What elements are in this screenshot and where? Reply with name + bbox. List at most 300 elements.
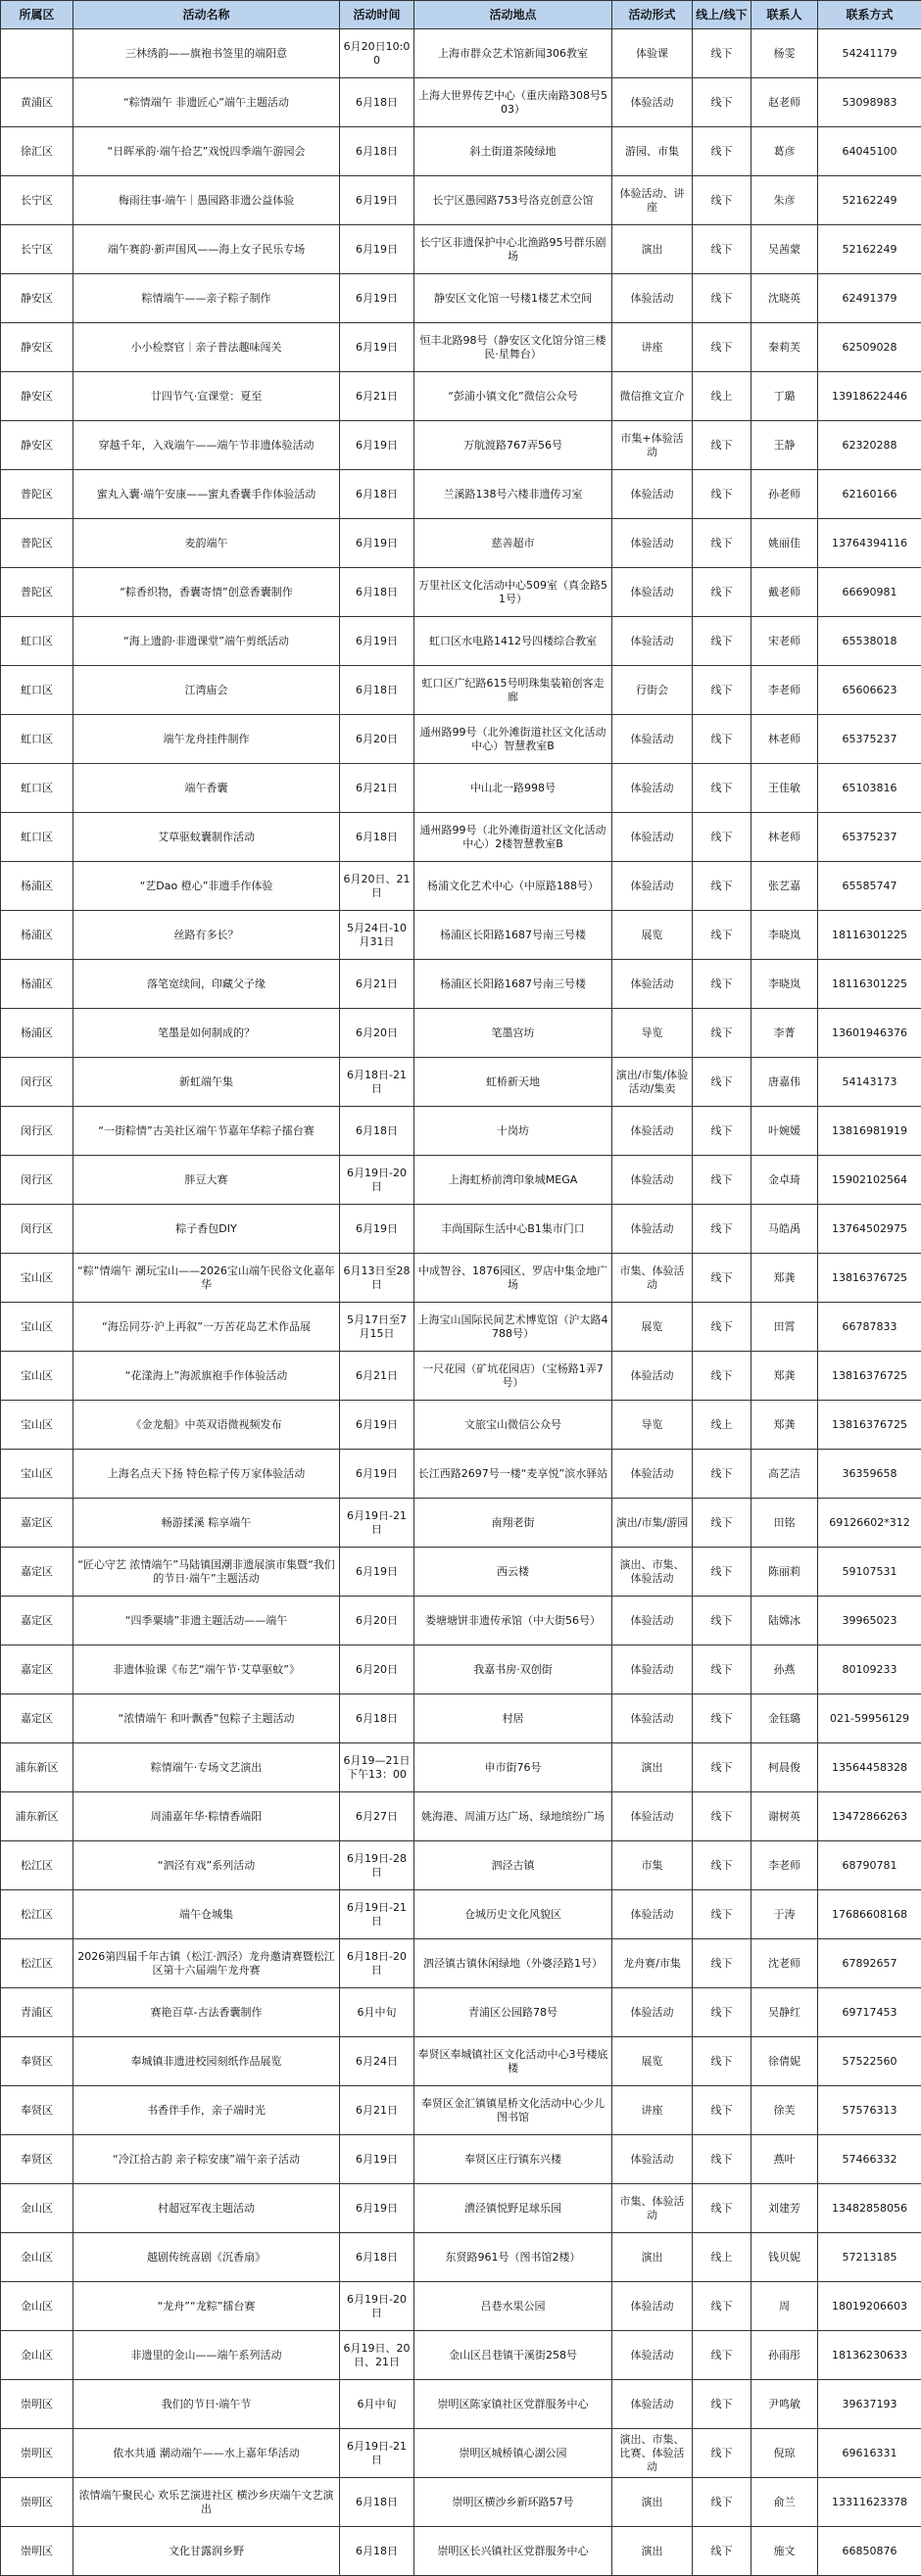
contact-phone-cell: 69717453 xyxy=(818,1988,921,2037)
event-time-cell: 5月17日至7月15日 xyxy=(340,1303,414,1352)
contact-phone-cell: 13918622446 xyxy=(818,372,921,421)
event-format-cell: 市集+体验活动 xyxy=(612,421,693,470)
district-cell: 崇明区 xyxy=(1,2478,73,2527)
table-row xyxy=(1,519,921,568)
event-location-cell: “彭浦小镇文化”微信公众号 xyxy=(414,372,612,421)
event-format-cell: 演出 xyxy=(612,2478,693,2527)
contact-person-cell: 宋老师 xyxy=(751,617,818,666)
contact-phone-cell: 57213185 xyxy=(818,2233,921,2282)
table-row xyxy=(1,1792,921,1841)
event-time-cell: 6月19日 xyxy=(340,1205,414,1254)
online-offline-cell: 线下 xyxy=(693,519,751,568)
district-cell: 杨浦区 xyxy=(1,911,73,960)
district-cell: 松江区 xyxy=(1,1939,73,1988)
online-offline-cell: 线下 xyxy=(693,568,751,617)
event-name-cell: 麦韵端午 xyxy=(73,519,340,568)
table-row xyxy=(1,1499,921,1548)
table-row xyxy=(1,1156,921,1205)
contact-person-cell: 李晓岚 xyxy=(751,960,818,1009)
event-format-cell: 体验活动 xyxy=(612,764,693,813)
table-row xyxy=(1,2478,921,2527)
online-offline-cell: 线下 xyxy=(693,1205,751,1254)
district-cell: 普陀区 xyxy=(1,519,73,568)
event-location-cell: 慈善超市 xyxy=(414,519,612,568)
contact-phone-cell: 62160166 xyxy=(818,470,921,519)
contact-phone-cell: 67892657 xyxy=(818,1939,921,1988)
event-format-cell: 体验活动 xyxy=(612,1450,693,1499)
contact-phone-cell: 13472866263 xyxy=(818,1792,921,1841)
event-time-cell: 6月19日 xyxy=(340,617,414,666)
event-time-cell: 6月18日 xyxy=(340,1107,414,1156)
contact-person-cell: 吴茜蒙 xyxy=(751,225,818,274)
event-location-cell: 杨浦区长阳路1687号南三号楼 xyxy=(414,960,612,1009)
contact-person-cell: 孙老师 xyxy=(751,470,818,519)
event-name-cell: “四季粟墙”非遗主题活动——端午 xyxy=(73,1597,340,1646)
district-cell: 金山区 xyxy=(1,2331,73,2380)
contact-person-cell: 田铭 xyxy=(751,1499,818,1548)
online-offline-cell: 线下 xyxy=(693,2478,751,2527)
event-format-cell: 体验活动 xyxy=(612,2331,693,2380)
contact-person-cell: 李晓岚 xyxy=(751,911,818,960)
contact-person-cell: 刘建芳 xyxy=(751,2184,818,2233)
event-format-cell: 体验活动 xyxy=(612,519,693,568)
contact-person-cell: 丁璐 xyxy=(751,372,818,421)
event-location-cell: 上海大世界传艺中心（重庆南路308号503） xyxy=(414,78,612,127)
district-cell: 虹口区 xyxy=(1,813,73,862)
event-location-cell: 十岗坊 xyxy=(414,1107,612,1156)
contact-person-cell: 戴老师 xyxy=(751,568,818,617)
event-name-cell: 端午赛韵·新声国风——海上女子民乐专场 xyxy=(73,225,340,274)
event-location-cell: 申市街76号 xyxy=(414,1743,612,1792)
event-format-cell: 体验活动 xyxy=(612,2135,693,2184)
event-time-cell: 6月20日、21日 xyxy=(340,862,414,911)
event-format-cell: 演出 xyxy=(612,2233,693,2282)
contact-person-cell: 钱贝妮 xyxy=(751,2233,818,2282)
column-header-event-format: 活动形式 xyxy=(612,1,693,29)
event-time-cell: 6月18日 xyxy=(340,127,414,176)
district-cell: 金山区 xyxy=(1,2184,73,2233)
contact-phone-cell: 13764502975 xyxy=(818,1205,921,1254)
online-offline-cell: 线下 xyxy=(693,2282,751,2331)
contact-phone-cell: 57522560 xyxy=(818,2037,921,2086)
column-header-event-name: 活动名称 xyxy=(73,1,340,29)
table-row xyxy=(1,568,921,617)
table-row xyxy=(1,764,921,813)
district-cell: 黄浦区 xyxy=(1,78,73,127)
online-offline-cell: 线下 xyxy=(693,2086,751,2135)
district-cell: 崇明区 xyxy=(1,2429,73,2478)
event-location-cell: 虹口区广纪路615号明珠集装箱创客走廊 xyxy=(414,666,612,715)
event-location-cell: 通州路99号（北外滩街道社区文化活动中心）2楼智慧教室B xyxy=(414,813,612,862)
event-name-cell: “一街粽情”古美社区端午节嘉年华粽子擂台赛 xyxy=(73,1107,340,1156)
table-row xyxy=(1,372,921,421)
event-time-cell: 6月中旬 xyxy=(340,1988,414,2037)
event-format-cell: 演出 xyxy=(612,2527,693,2576)
event-name-cell: 三林绣韵——旗袍书签里的端阳意 xyxy=(73,29,340,78)
contact-person-cell: 葛彦 xyxy=(751,127,818,176)
contact-person-cell: 柯晨俊 xyxy=(751,1743,818,1792)
event-name-cell: 书香伴手作，亲子端时光 xyxy=(73,2086,340,2135)
contact-phone-cell: 13764394116 xyxy=(818,519,921,568)
event-time-cell: 6月18日-21日 xyxy=(340,1058,414,1107)
event-location-cell: 青浦区公园路78号 xyxy=(414,1988,612,2037)
contact-phone-cell: 39637193 xyxy=(818,2380,921,2429)
online-offline-cell: 线下 xyxy=(693,2184,751,2233)
contact-person-cell: 林老师 xyxy=(751,813,818,862)
event-location-cell: 中成智谷、1876园区、罗店中集金地广场 xyxy=(414,1254,612,1303)
district-cell: 宝山区 xyxy=(1,1303,73,1352)
event-time-cell: 6月19—21日下午13：00 xyxy=(340,1743,414,1792)
event-time-cell: 6月19日 xyxy=(340,421,414,470)
contact-phone-cell: 52162249 xyxy=(818,225,921,274)
district-cell: 金山区 xyxy=(1,2282,73,2331)
contact-phone-cell: 18136230633 xyxy=(818,2331,921,2380)
event-time-cell: 6月19日-21日 xyxy=(340,1890,414,1939)
event-name-cell: “海上遗韵·非遗课堂”端午剪纸活动 xyxy=(73,617,340,666)
contact-person-cell: 马皓禹 xyxy=(751,1205,818,1254)
contact-phone-cell: 69616331 xyxy=(818,2429,921,2478)
table-row xyxy=(1,1058,921,1107)
online-offline-cell: 线下 xyxy=(693,911,751,960)
event-time-cell: 6月18日 xyxy=(340,568,414,617)
event-time-cell: 6月20日 xyxy=(340,715,414,764)
online-offline-cell: 线下 xyxy=(693,176,751,225)
online-offline-cell: 线上 xyxy=(693,1401,751,1450)
event-name-cell: 端午龙舟挂件制作 xyxy=(73,715,340,764)
table-row xyxy=(1,1841,921,1890)
column-header-event-location: 活动地点 xyxy=(414,1,612,29)
district-cell: 普陀区 xyxy=(1,568,73,617)
contact-phone-cell: 66690981 xyxy=(818,568,921,617)
table-row xyxy=(1,2429,921,2478)
event-time-cell: 6月19日 xyxy=(340,1450,414,1499)
event-time-cell: 6月19日 xyxy=(340,519,414,568)
contact-phone-cell: 59107531 xyxy=(818,1548,921,1597)
event-time-cell: 6月18日 xyxy=(340,666,414,715)
online-offline-cell: 线下 xyxy=(693,715,751,764)
event-location-cell: 中山北一路998号 xyxy=(414,764,612,813)
contact-phone-cell: 66850876 xyxy=(818,2527,921,2576)
contact-person-cell: 叶婉媛 xyxy=(751,1107,818,1156)
contact-phone-cell: 54143173 xyxy=(818,1058,921,1107)
event-format-cell: 体验活动 xyxy=(612,1205,693,1254)
event-location-cell: 奉贤区金汇镇镇星桥文化活动中心少儿图书馆 xyxy=(414,2086,612,2135)
event-format-cell: 演出 xyxy=(612,225,693,274)
table-row xyxy=(1,127,921,176)
event-time-cell: 6月18日 xyxy=(340,813,414,862)
contact-person-cell: 郑龚 xyxy=(751,1352,818,1401)
district-cell: 崇明区 xyxy=(1,2527,73,2576)
table-row xyxy=(1,1548,921,1597)
event-name-cell: 侬水共通 潮动端午——水上嘉年华活动 xyxy=(73,2429,340,2478)
contact-person-cell: 俞兰 xyxy=(751,2478,818,2527)
table-row xyxy=(1,666,921,715)
event-location-cell: 杨浦区长阳路1687号南三号楼 xyxy=(414,911,612,960)
event-format-cell: 体验活动 xyxy=(612,862,693,911)
contact-phone-cell: 53098983 xyxy=(818,78,921,127)
event-format-cell: 体验活动 xyxy=(612,1597,693,1646)
event-time-cell: 6月19日 xyxy=(340,274,414,323)
online-offline-cell: 线下 xyxy=(693,2331,751,2380)
event-location-cell: 兰溪路138号六楼非遗传习室 xyxy=(414,470,612,519)
event-name-cell: 蜜丸入囊·端午安康——蜜丸香囊手作体验活动 xyxy=(73,470,340,519)
contact-person-cell: 沈老师 xyxy=(751,1939,818,1988)
event-name-cell: 奉城镇非遗进校园刻纸作品展览 xyxy=(73,2037,340,2086)
district-cell: 闵行区 xyxy=(1,1205,73,1254)
contact-phone-cell: 65375237 xyxy=(818,715,921,764)
event-format-cell: 体验活动 xyxy=(612,1352,693,1401)
online-offline-cell: 线下 xyxy=(693,666,751,715)
event-format-cell: 讲座 xyxy=(612,323,693,372)
online-offline-cell: 线下 xyxy=(693,1548,751,1597)
contact-phone-cell: 65375237 xyxy=(818,813,921,862)
event-name-cell: 越剧传统喜剧《沉香扇》 xyxy=(73,2233,340,2282)
contact-phone-cell: 68790781 xyxy=(818,1841,921,1890)
contact-person-cell: 陈丽莉 xyxy=(751,1548,818,1597)
event-location-cell: 上海宝山国际民间艺术博览馆（沪太路4788号） xyxy=(414,1303,612,1352)
contact-person-cell: 田霄 xyxy=(751,1303,818,1352)
contact-person-cell: 张艺嘉 xyxy=(751,862,818,911)
table-row xyxy=(1,1107,921,1156)
contact-person-cell: 赵老师 xyxy=(751,78,818,127)
event-location-cell: 崇明区城桥镇心湖公园 xyxy=(414,2429,612,2478)
contact-person-cell: 金卓琦 xyxy=(751,1156,818,1205)
contact-person-cell: 姚丽佳 xyxy=(751,519,818,568)
district-cell: 静安区 xyxy=(1,372,73,421)
event-format-cell: 导览 xyxy=(612,1009,693,1058)
event-time-cell: 6月20日 xyxy=(340,1646,414,1694)
event-location-cell: 泗泾镇古镇休闲绿地（外婆泾路1号） xyxy=(414,1939,612,1988)
district-cell xyxy=(1,29,73,78)
event-location-cell: 虹桥新天地 xyxy=(414,1058,612,1107)
table-row xyxy=(1,2086,921,2135)
event-name-cell: 小小检察官｜亲子普法趣味闯关 xyxy=(73,323,340,372)
event-name-cell: 赛艳百草-古法香囊制作 xyxy=(73,1988,340,2037)
event-format-cell: 讲座 xyxy=(612,2086,693,2135)
table-row xyxy=(1,862,921,911)
event-format-cell: 体验活动 xyxy=(612,813,693,862)
column-header-contact-person: 联系人 xyxy=(751,1,818,29)
online-offline-cell: 线下 xyxy=(693,1303,751,1352)
district-cell: 虹口区 xyxy=(1,715,73,764)
event-location-cell: 通州路99号（北外滩街道社区文化活动中心）智慧教室B xyxy=(414,715,612,764)
table-row xyxy=(1,813,921,862)
table-row xyxy=(1,1205,921,1254)
event-format-cell: 展览 xyxy=(612,2037,693,2086)
table-row xyxy=(1,1743,921,1792)
table-row xyxy=(1,421,921,470)
event-location-cell: 奉贤区奉城镇社区文化活动中心3号楼底楼 xyxy=(414,2037,612,2086)
event-time-cell: 6月19日 xyxy=(340,1401,414,1450)
table-row xyxy=(1,1646,921,1694)
contact-person-cell: 谢树英 xyxy=(751,1792,818,1841)
contact-person-cell: 燕叶 xyxy=(751,2135,818,2184)
event-format-cell: 市集、体验活动 xyxy=(612,1254,693,1303)
event-format-cell: 演出 xyxy=(612,1743,693,1792)
event-location-cell: 上海市群众艺术馆新闻306教室 xyxy=(414,29,612,78)
contact-phone-cell: 17686608168 xyxy=(818,1890,921,1939)
district-cell: 宝山区 xyxy=(1,1401,73,1450)
event-format-cell: 市集、体验活动 xyxy=(612,2184,693,2233)
event-time-cell: 6月21日 xyxy=(340,764,414,813)
event-location-cell: 崇明区横沙乡新环路57号 xyxy=(414,2478,612,2527)
contact-phone-cell: 65585747 xyxy=(818,862,921,911)
contact-phone-cell: 57466332 xyxy=(818,2135,921,2184)
contact-person-cell: 孙雨彤 xyxy=(751,2331,818,2380)
event-location-cell: 静安区文化馆一号楼1楼艺术空间 xyxy=(414,274,612,323)
district-cell: 宝山区 xyxy=(1,1352,73,1401)
event-name-cell: “粽香织物，香囊寄情”创意香囊制作 xyxy=(73,568,340,617)
event-location-cell: 长宁区非遗保护中心北渔路95号群乐剧场 xyxy=(414,225,612,274)
contact-person-cell: 金钰璐 xyxy=(751,1694,818,1743)
contact-person-cell: 周 xyxy=(751,2282,818,2331)
district-cell: 长宁区 xyxy=(1,176,73,225)
event-name-cell: 新虹端午集 xyxy=(73,1058,340,1107)
event-format-cell: 体验活动 xyxy=(612,617,693,666)
district-cell: 浦东新区 xyxy=(1,1792,73,1841)
online-offline-cell: 线下 xyxy=(693,1499,751,1548)
event-name-cell: 穿越千年，入戏端午——端午节非遗体验活动 xyxy=(73,421,340,470)
event-name-cell: 文化甘露润乡野 xyxy=(73,2527,340,2576)
contact-phone-cell: 18019206603 xyxy=(818,2282,921,2331)
table-row xyxy=(1,1254,921,1303)
online-offline-cell: 线下 xyxy=(693,127,751,176)
event-format-cell: 体验活动 xyxy=(612,470,693,519)
contact-phone-cell: 65538018 xyxy=(818,617,921,666)
event-name-cell: 浓情端午聚民心 欢乐艺演进社区 横沙乡庆端午文艺演出 xyxy=(73,2478,340,2527)
event-location-cell: 仓城历史文化风貌区 xyxy=(414,1890,612,1939)
contact-phone-cell: 15902102564 xyxy=(818,1156,921,1205)
event-name-cell: “匠心守艺 浓情端午”马陆镇国潮非遗展演市集暨“我们的节日·端午”主题活动 xyxy=(73,1548,340,1597)
event-time-cell: 6月19日 xyxy=(340,225,414,274)
event-name-cell: 端午香囊 xyxy=(73,764,340,813)
district-cell: 浦东新区 xyxy=(1,1743,73,1792)
event-time-cell: 6月21日 xyxy=(340,2086,414,2135)
event-location-cell: 虹口区水电路1412号四楼综合教室 xyxy=(414,617,612,666)
event-name-cell: 我们的节日·端午节 xyxy=(73,2380,340,2429)
event-format-cell: 演出、市集、比赛、体验活动 xyxy=(612,2429,693,2478)
table-row xyxy=(1,1597,921,1646)
table-row xyxy=(1,617,921,666)
event-name-cell: 笔墨是如何制成的？ xyxy=(73,1009,340,1058)
event-location-cell: 长宁区愚园路753号洛克创意公馆 xyxy=(414,176,612,225)
table-row xyxy=(1,2527,921,2576)
event-name-cell: 艾草驱蚊囊制作活动 xyxy=(73,813,340,862)
event-name-cell: “海岳同芬·沪上再叙”一万苦花岛艺术作品展 xyxy=(73,1303,340,1352)
table-row xyxy=(1,911,921,960)
table-row xyxy=(1,1988,921,2037)
table-row xyxy=(1,1694,921,1743)
district-cell: 金山区 xyxy=(1,2233,73,2282)
event-name-cell: “泗泾有戏”系列活动 xyxy=(73,1841,340,1890)
event-format-cell: 市集 xyxy=(612,1841,693,1890)
online-offline-cell: 线下 xyxy=(693,2527,751,2576)
online-offline-cell: 线下 xyxy=(693,274,751,323)
contact-person-cell: 王佳敏 xyxy=(751,764,818,813)
contact-person-cell: 杨雯 xyxy=(751,29,818,78)
event-time-cell: 6月中旬 xyxy=(340,2380,414,2429)
event-format-cell: 体验活动 xyxy=(612,715,693,764)
contact-phone-cell: 64045100 xyxy=(818,127,921,176)
event-format-cell: 体验活动 xyxy=(612,1694,693,1743)
event-name-cell: 2026第四届千年古镇（松江·泗泾）龙舟邀请赛暨松江区第十六届端午龙舟赛 xyxy=(73,1939,340,1988)
online-offline-cell: 线下 xyxy=(693,1841,751,1890)
header-row xyxy=(1,1,921,29)
event-location-cell: 西云楼 xyxy=(414,1548,612,1597)
online-offline-cell: 线下 xyxy=(693,1743,751,1792)
district-cell: 闵行区 xyxy=(1,1107,73,1156)
table-row xyxy=(1,2037,921,2086)
online-offline-cell: 线下 xyxy=(693,1352,751,1401)
event-format-cell: 体验活动 xyxy=(612,274,693,323)
contact-phone-cell: 62509028 xyxy=(818,323,921,372)
event-format-cell: 体验活动 xyxy=(612,1107,693,1156)
event-format-cell: 龙舟赛/市集 xyxy=(612,1939,693,1988)
online-offline-cell: 线上 xyxy=(693,372,751,421)
contact-phone-cell: 18116301225 xyxy=(818,911,921,960)
contact-phone-cell: 62491379 xyxy=(818,274,921,323)
event-name-cell: “花漾海上”海派旗袍手作体验活动 xyxy=(73,1352,340,1401)
event-format-cell: 体验活动 xyxy=(612,1646,693,1694)
contact-phone-cell: 65103816 xyxy=(818,764,921,813)
event-location-cell: 南翔老街 xyxy=(414,1499,612,1548)
event-time-cell: 6月18日 xyxy=(340,1694,414,1743)
contact-phone-cell: 54241179 xyxy=(818,29,921,78)
table-row xyxy=(1,274,921,323)
district-cell: 长宁区 xyxy=(1,225,73,274)
event-time-cell: 6月19日 xyxy=(340,2135,414,2184)
event-name-cell: 端午仓城集 xyxy=(73,1890,340,1939)
event-name-cell: 粽子香包DIY xyxy=(73,1205,340,1254)
event-name-cell: 丝路有多长？ xyxy=(73,911,340,960)
event-name-cell: 非遗里的金山——端午系列活动 xyxy=(73,2331,340,2380)
event-time-cell: 6月19日、20日、21日 xyxy=(340,2331,414,2380)
table-row xyxy=(1,470,921,519)
event-format-cell: 导览 xyxy=(612,1401,693,1450)
event-name-cell: 村超冠军夜主题活动 xyxy=(73,2184,340,2233)
event-time-cell: 6月19日-28日 xyxy=(340,1841,414,1890)
district-cell: 青浦区 xyxy=(1,1988,73,2037)
column-header-event-time: 活动时间 xyxy=(340,1,414,29)
contact-person-cell: 李老师 xyxy=(751,666,818,715)
contact-phone-cell: 52162249 xyxy=(818,176,921,225)
event-name-cell: 落笔宽续间，印藏父子缘 xyxy=(73,960,340,1009)
event-format-cell: 游园、市集 xyxy=(612,127,693,176)
event-format-cell: 演出、市集、体验活动 xyxy=(612,1548,693,1597)
contact-person-cell: 郑龚 xyxy=(751,1254,818,1303)
event-format-cell: 体验活动 xyxy=(612,2282,693,2331)
event-time-cell: 6月18日 xyxy=(340,2478,414,2527)
event-location-cell: 奉贤区庄行镇东兴楼 xyxy=(414,2135,612,2184)
event-time-cell: 6月21日 xyxy=(340,1352,414,1401)
event-name-cell: 上海名点天下扬 特色粽子传万家体验活动 xyxy=(73,1450,340,1499)
event-time-cell: 6月21日 xyxy=(340,372,414,421)
event-location-cell: 上海虹桥前湾印象城MEGA xyxy=(414,1156,612,1205)
contact-person-cell: 孙燕 xyxy=(751,1646,818,1694)
contact-person-cell: 吴静红 xyxy=(751,1988,818,2037)
table-row xyxy=(1,2380,921,2429)
event-time-cell: 6月20日10:00 xyxy=(340,29,414,78)
event-location-cell: 吕巷水果公园 xyxy=(414,2282,612,2331)
district-cell: 闵行区 xyxy=(1,1058,73,1107)
event-location-cell: 万里社区文化活动中心509室（真金路51号） xyxy=(414,568,612,617)
event-time-cell: 6月20日 xyxy=(340,1597,414,1646)
event-format-cell: 行街会 xyxy=(612,666,693,715)
event-format-cell: 体验活动 xyxy=(612,960,693,1009)
event-location-cell: 泗泾古镇 xyxy=(414,1841,612,1890)
online-offline-cell: 线下 xyxy=(693,617,751,666)
district-cell: 徐汇区 xyxy=(1,127,73,176)
